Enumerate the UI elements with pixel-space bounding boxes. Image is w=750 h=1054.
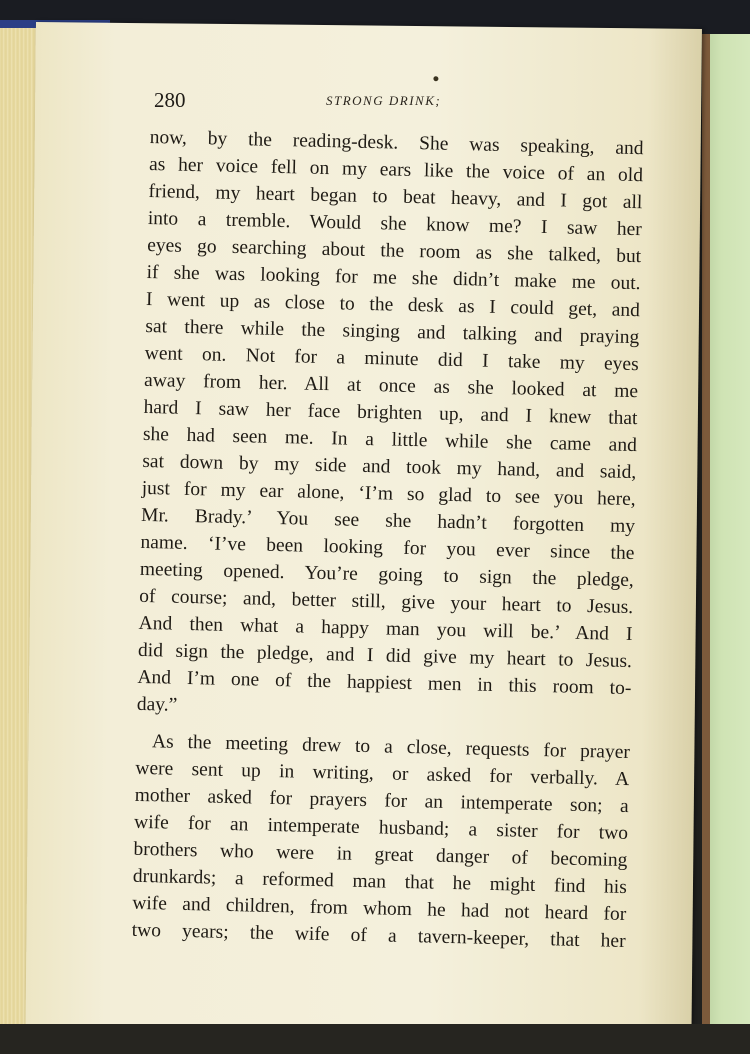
text-line: day.” [136,693,178,716]
text-line: sat there while the singing and talking and praying [145,315,640,349]
text-line: were sent up in writing, or asked for verbally. A [135,757,630,791]
text-line: away from her. All at once as she looked at me [143,369,639,403]
text-line: into a tremble. Would she know me? I saw her [147,207,642,241]
body-text [131,124,643,955]
text-line: I went up as close to the desk as I could get, and [145,288,641,322]
text-line: wife and children, from whom he had not heard for [132,892,627,926]
text-line: as her voice fell on my ears like the voice of an old [148,153,644,187]
text-line: wife for an intemperate husband; a sister for two [133,811,629,845]
text-line: two years; the wife of a tavern-keeper, that her [131,919,626,952]
text-line: And then what a happy man you will be.’ And I [138,612,633,646]
text-line: if she was looking for me she didn’t make me out. [146,261,641,295]
text-line: As the meeting drew to a close, requests for prayer [151,731,631,764]
text-line: went on. Not for a minute did I take my eyes [144,342,639,376]
board-edge [702,34,710,1030]
paragraph-1 [137,124,644,729]
text-line: And I’m one of the happiest men in this room to- [137,666,632,700]
page-header [154,88,674,114]
paragraph-2 [131,728,630,955]
page-number: 280 [154,88,186,112]
text-line: drunkards; a reformed man that he might find his [132,865,628,899]
text-line: mother asked for prayers for an intemperate son; a [134,784,629,818]
text-line: eyes go searching about the room as she talked, but [147,234,642,268]
ink-speck [433,76,438,81]
text-line: friend, my heart began to beat heavy, and I got all [148,180,643,214]
facing-board [702,34,750,1030]
text-line: Mr. Brady.’ You see she hadn’t forgotten my [140,504,636,538]
book-cover-bottom [0,1024,750,1054]
text-line: of course; and, better still, give your heart to Jesus. [139,585,634,619]
text-line: sat down by my side and took my hand, and said, [142,450,637,484]
text-line: name. ‘I’ve been looking for you ever since the [140,531,635,565]
text-line: brothers who were in great danger of becoming [133,838,628,872]
text-line: meeting opened. You’re going to sign the pledge, [139,558,635,592]
text-line: hard I saw her face brighten up, and I knew that [143,396,638,430]
text-line: she had seen me. In a little while she came and [142,423,638,457]
text-line: just for my ear alone, ‘I’m so glad to see you here, [141,477,636,511]
running-head: STRONG DRINK; [326,93,442,108]
text-line: did sign the pledge, and I did give my heart to Jesus. [137,639,633,673]
text-line: now, by the reading-desk. She was speaking, and [149,126,644,160]
